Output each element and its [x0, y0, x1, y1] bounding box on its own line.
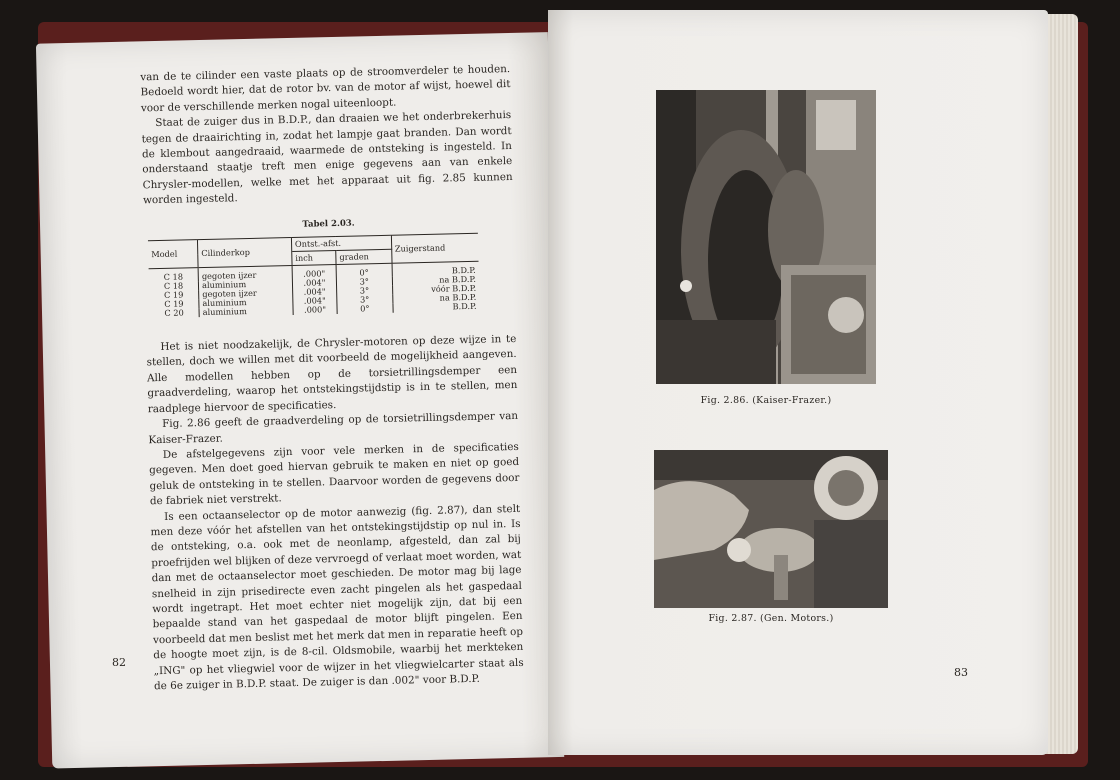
page-number-right: 83 — [954, 666, 968, 679]
paragraph: Fig. 2.86 geeft de graadverdeling op de torsietrillingsdemper van Kaiser-Frazer. — [148, 410, 519, 446]
engine-photo-illustration — [656, 90, 876, 384]
paragraph: Het is niet noodzakelijk, de Chrysler-motoren op deze wijze in te stellen, doch we willen met dit voorbeeld de mogelijkheid aangeven. Alle modellen hebben op de torsietrillingsdemper een graadverdeling, waarop het ontstekingstijdstip is in te stellen, men raadplege hiervoor de specificaties. — [146, 332, 518, 415]
paragraph: De afstelgegevens zijn voor vele merken in de specificaties gegeven. Men doet goed hiervan gebruik te maken en niet op goed geluk de ontsteking in te stellen. Daarvoor worden de gegevens door de fabriek niet verstrekt. — [149, 440, 520, 508]
paragraph: van de te cilinder een vaste plaats op de stroomverdeler te houden. Bedoeld wordt hier, dat de rotor bv. van de motor af wijst, hoewel dit voor de verschillende merken nogal uiteenloopt. — [140, 62, 511, 115]
header-inch: inch — [292, 251, 337, 266]
table-title: Tabel 2.03. — [302, 218, 355, 230]
table-row: C 20 aluminium .000" 0° B.D.P. — [150, 302, 480, 318]
octane-selector-photo-illustration — [654, 450, 888, 608]
header-ontst: Ontst.-afst. — [291, 235, 391, 251]
table-row: C 18 gegoten ijzer .000" 0° B.D.P. — [149, 261, 479, 282]
paragraph: Is een octaanselector op de motor aanwezig (fig. 2.87), dan stelt men deze vóór het afstellen van het ontstekingstijdstip op nul in. Is de ontsteking, o.a. ook met de neonlamp, afgesteld, dan zal bij proefrijden wel blijken of deze vervroegd of verlaat moet worden, wat dan met de octaanselector moet geschieden. De motor mag bij lage snelheid in zijn prisedirecte even zacht pingelen als het gaspedaal wordt ingetrapt. Het moet echter niet mogelijk zijn, dat bij een bepaalde stand van het gaspedaal de motor blijft pingelen. Een voorbeeld dat men beslist met het merk dat men in reparatie heeft op de hoogte moet zijn, is de 8-cil. Oldsmobile, waarbij het merkteken „ING" op het vliegwiel voor de wijzer in het vliegwielcarter staat als de 6e zuiger in B.D.P. staat. De zuiger is dan .002" voor B.D.P. — [150, 502, 524, 693]
page-number-left: 82 — [112, 656, 126, 669]
figure-caption: Fig. 2.86. (Kaiser-Frazer.) — [700, 395, 832, 406]
header-cilinderkop: Cilinderkop — [198, 238, 292, 268]
paragraph: Staat de zuiger dus in B.D.P., dan draaien we het onderbrekerhuis tegen de draairichting in, zodat het lampje gaat branden. Dan wordt de klembout aangedraaid, waarmede de ontsteking is ingesteld. In onderstaand staatje treft men enige gegevens aan van enkele Chrysler-modellen, welke met het apparaat uit fig. 2.85 kunnen worden ingesteld. — [141, 109, 513, 207]
table-row: C 18 aluminium .004" 3° na B.D.P. — [149, 275, 479, 291]
left-page-text — [140, 62, 524, 695]
text-after-table — [146, 332, 524, 695]
header-graden: graden — [336, 249, 392, 264]
figure-caption: Fig. 2.87. (Gen. Motors.) — [708, 613, 834, 624]
figure-photo-gen-motors — [654, 450, 888, 608]
header-model: Model — [148, 240, 198, 269]
table-row: C 19 aluminium .004" 3° na B.D.P. — [149, 293, 479, 309]
spec-table — [148, 233, 480, 318]
table-row: C 19 gegoten ijzer .004" 3° vóór B.D.P. — [149, 284, 479, 300]
figure-photo-kaiser-frazer — [656, 90, 876, 384]
header-zuigerstand: Zuigerstand — [391, 233, 479, 263]
